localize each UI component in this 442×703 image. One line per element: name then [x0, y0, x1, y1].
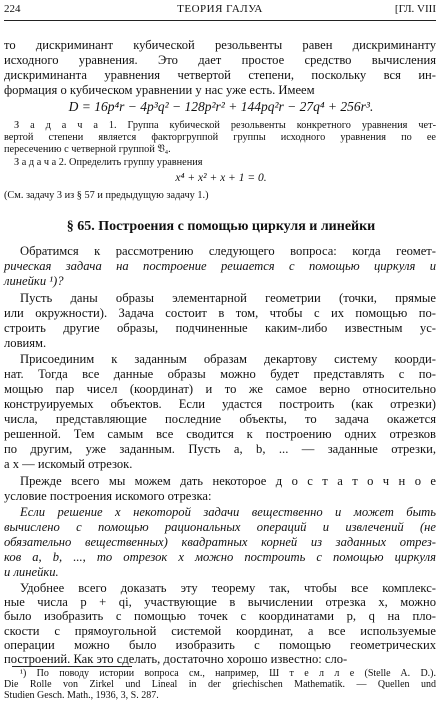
text-line: рическая задача на построение решается с помощью циркуля и — [4, 259, 436, 273]
theorem-line: вычислено с помощью рациональных операций и извлечений (не — [4, 520, 436, 534]
theorem-line: обязательно вещественных) квадратных корней из заданных отрез- — [4, 535, 436, 549]
text-line: построений. Как это сделать, достаточно хорошо известно: сло- — [4, 652, 348, 666]
text-line: то дискриминант кубической резольвенты равен дискриминанту — [4, 38, 436, 52]
footnote-rule — [12, 666, 132, 667]
task-line: вертой степени является факторгруппой группы исходного уравнения по ее — [4, 132, 436, 143]
text-line: или окружности). Задача состоит в том, чтобы с их помощью по- — [4, 306, 436, 320]
theorem-line: и линейки. — [4, 565, 59, 579]
text-line: ловиям. — [4, 336, 47, 350]
text-line: по другим, уже заданным. Пусть a, b, ... — заданные отрезки, — [4, 442, 436, 456]
task-line: З а д а ч а 1. Группа кубической резольвенты конкретного уравнения чет- — [14, 120, 436, 131]
text-line: дискриминанта уравнения четвертой степени, поскольку вся ин- — [4, 68, 436, 82]
section-heading: § 65. Построения с помощью циркуля и линейки — [66, 219, 376, 234]
chapter-label: [ГЛ. VIII — [394, 3, 436, 15]
task-note: (См. задачу 3 из § 57 и предыдущую задачу 1.) — [4, 190, 209, 201]
theorem-line: Если решение x некоторой задачи вещественно и может быть — [20, 505, 436, 519]
task-line: З а д а ч а 2. Определить группу уравнения — [14, 157, 203, 168]
footnote-line: Die Rolle von Zirkel und Lineal in der griechischen Mathematik. — Quellen und — [4, 679, 436, 690]
text-line: Пусть даны образы элементарной геометрии (точки, прямые — [20, 291, 436, 305]
text-line: линейки ¹)? — [4, 274, 64, 288]
text-line: нат. Тогда все данные образы можно будет представлять с по- — [4, 367, 436, 381]
text-line: Присоединим к заданным образам декартову систему коорди- — [20, 352, 436, 366]
text-line: Обратимся к рассмотрению следующего вопроса: когда геомет- — [20, 244, 436, 258]
running-title: ТЕОРИЯ ГАЛУА — [177, 3, 263, 15]
text-line: числа, представляющие последние объекты, то задача окажется — [4, 412, 436, 426]
text-line: операции можно было изобразить с помощью геометрических — [4, 637, 436, 652]
text-line: условие построения искомого отрезка: — [4, 489, 212, 503]
running-header — [4, 2, 436, 18]
text-line: Удобнее всего доказать эту теорему так, чтобы все комплекс- — [20, 581, 436, 595]
text-line: исходного уравнения. Это дает простое средство вычисления — [4, 53, 436, 67]
task-line: пересечению с четверной группой 𝔙₄. — [4, 144, 171, 155]
text-line: формация о кубическом уравнении у нас уже есть. Имеем — [4, 83, 315, 97]
text-line: а x — искомый отрезок. — [4, 457, 133, 471]
text-line: было изобразить с помощью точек с координатами p, q на пло- — [4, 609, 436, 624]
task-formula: x⁴ + x² + x + 1 = 0. — [175, 172, 267, 184]
footnote-line: Studien Gesch. Math., 1936, 3, S. 287. — [4, 690, 159, 701]
page-number: 224 — [4, 3, 21, 15]
text-line: скости с прямоугольной системой координат, а все используемые — [4, 623, 436, 638]
discriminant-formula: D = 16p⁴r − 4p³q² − 128p²r² + 144pq²r − 27q⁴ + 256r³. — [68, 99, 374, 114]
text-line: мощью пар чисел (координат) и то же самое верно относительно — [4, 382, 436, 396]
text-line: строить другие образы, подчиненные каким-либо известным ус- — [4, 321, 436, 335]
theorem-line: ков a, b, ..., то отрезок x можно построить с помощью циркуля — [4, 550, 436, 564]
footnote-line: ¹) По поводу истории вопроса см., например, Ш т е л л е (Stelle A. D.). — [20, 668, 436, 679]
text-line: ные числа p + qi, участвующие в вычислении отрезка x, можно — [4, 595, 436, 610]
text-line: решенной. Тем самым все сводится к построению одних отрезков — [4, 427, 436, 441]
header-rule — [4, 20, 436, 21]
text-line: конструируемых объектов. Если удастся построить (как отрезки) — [4, 397, 436, 411]
text-line: Прежде всего мы можем дать некоторое д о с т а т о ч н о е — [20, 474, 436, 488]
